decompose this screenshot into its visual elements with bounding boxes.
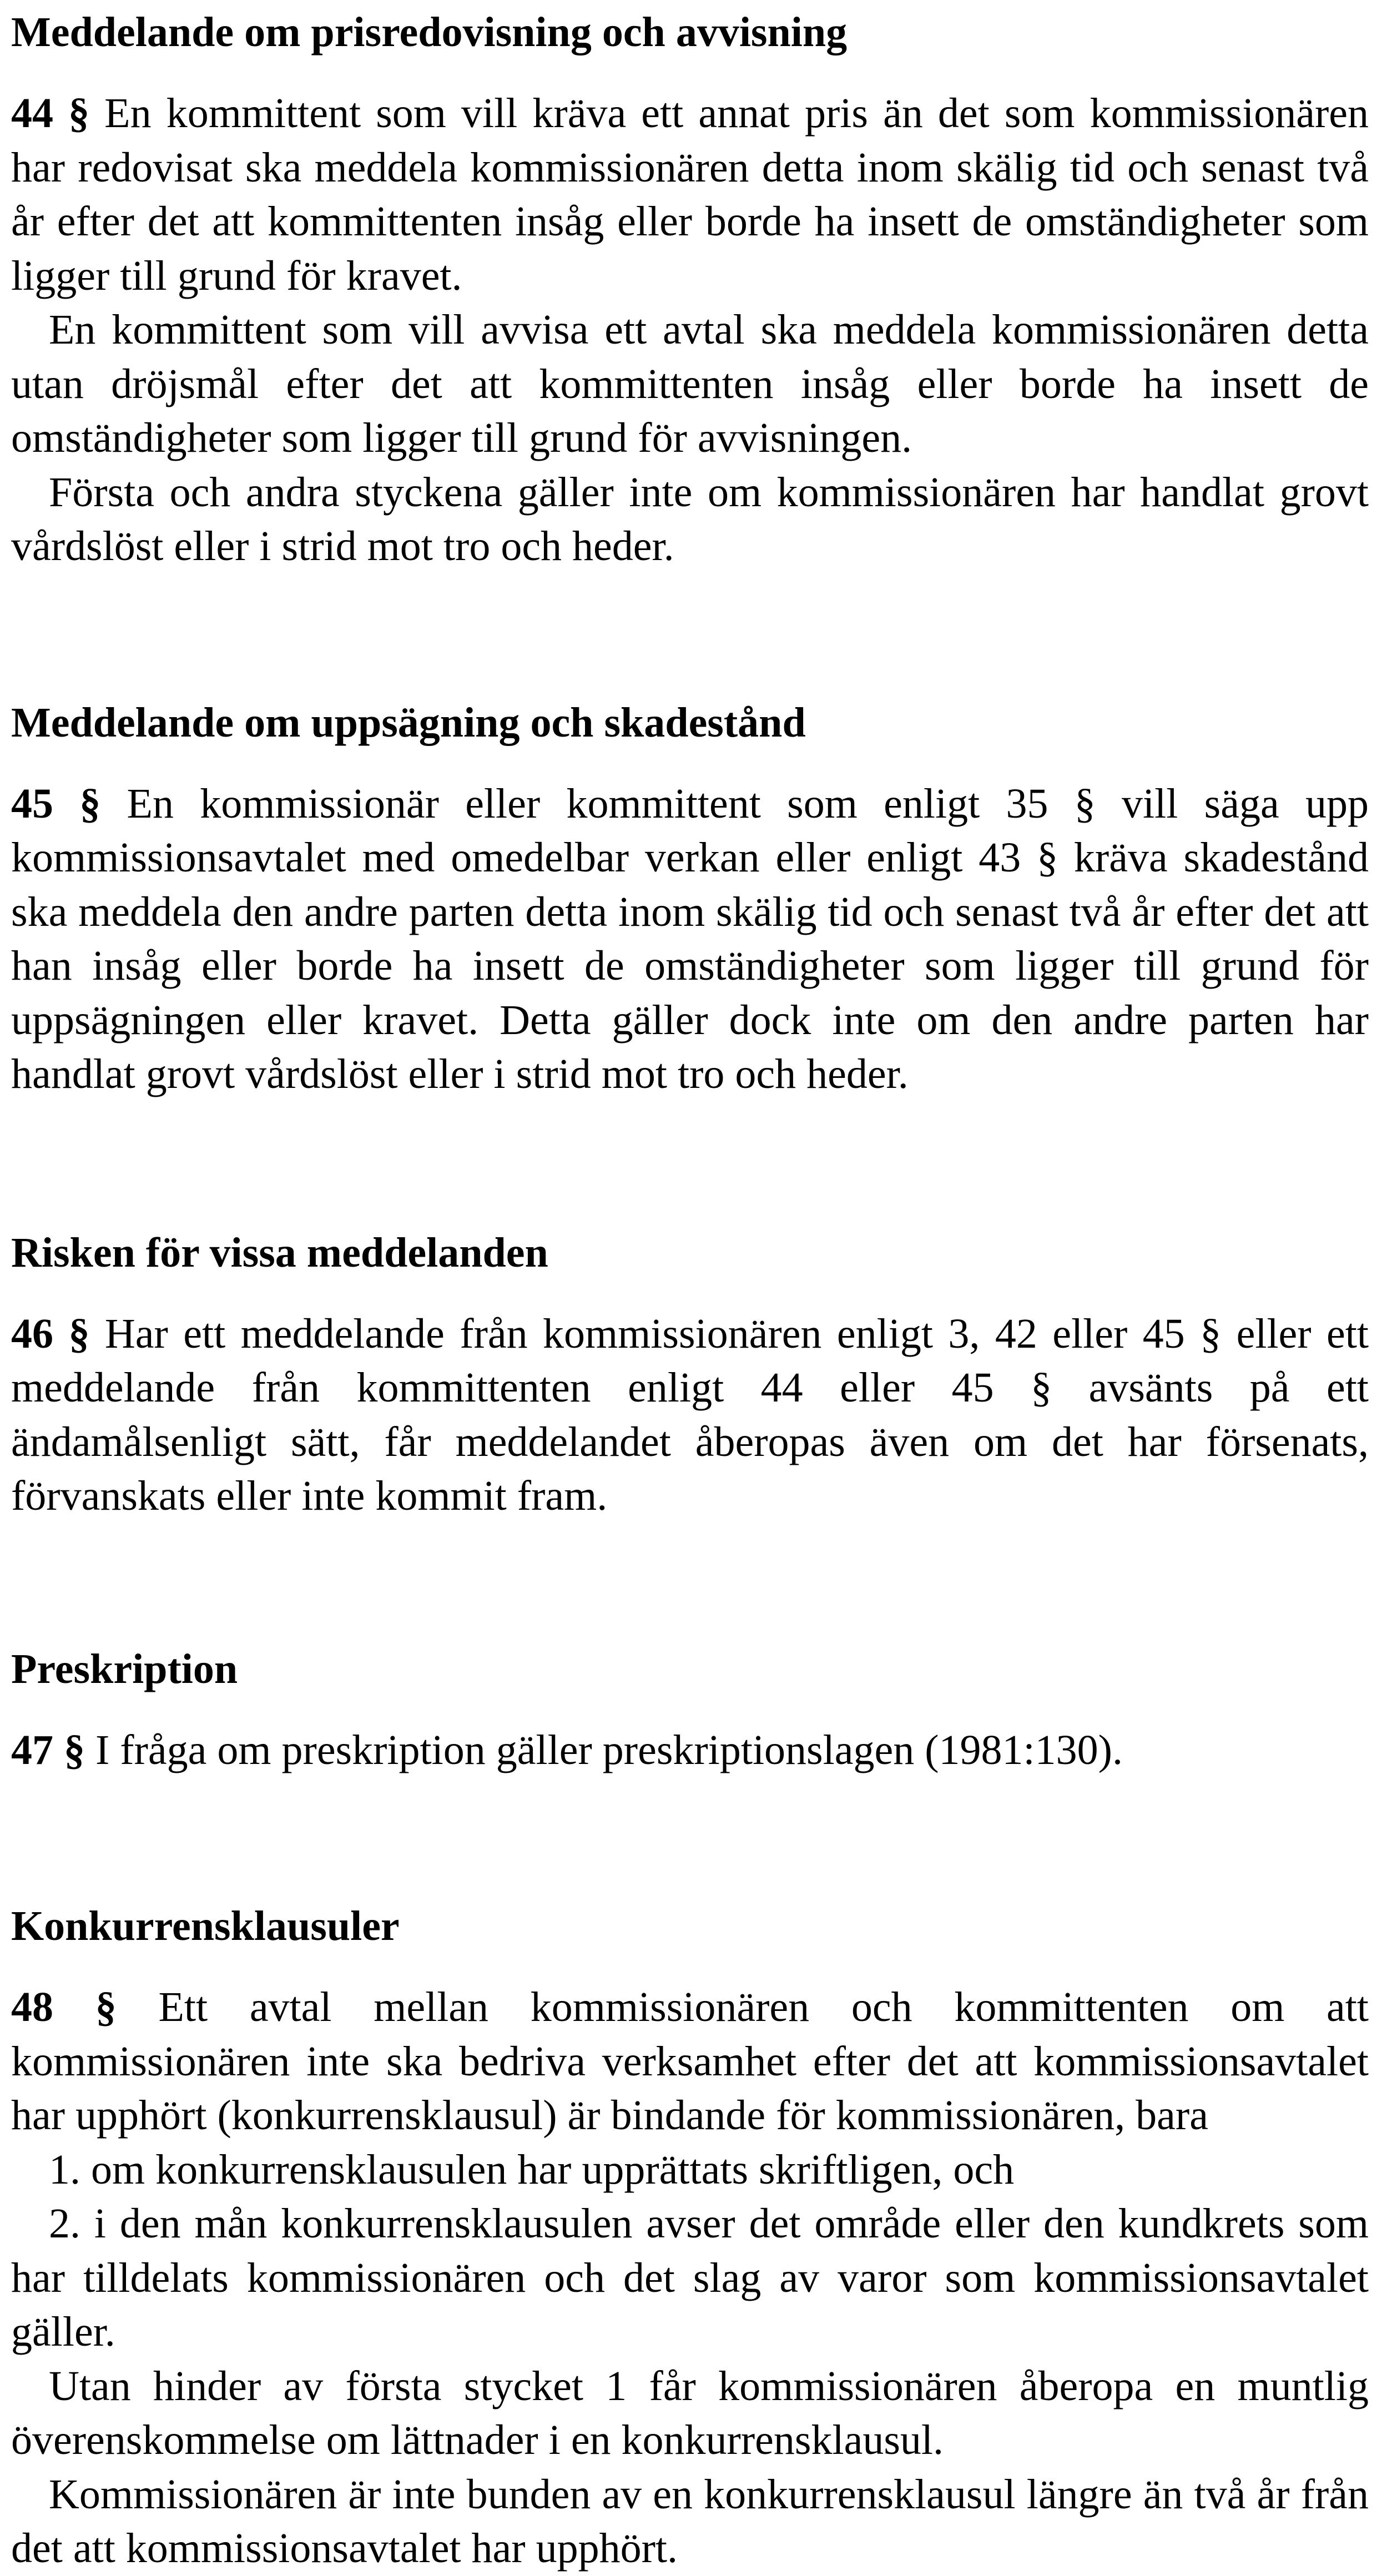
section-number: 47 § bbox=[11, 1726, 85, 1773]
section-heading: Konkurrensklausuler bbox=[11, 1903, 400, 1949]
paragraph-text: En kommittent som vill kräva ett annat pris än det som kommissionären har redovisat ska meddela kommissionären detta inom skälig tid och senast två år efter det att kommittenten insåg eller borde ha insett de omständigheter som ligger till grund för kravet. bbox=[11, 90, 1369, 299]
section-45 bbox=[11, 695, 1369, 1102]
section-heading: Meddelande om uppsägning och skadestånd bbox=[11, 699, 806, 746]
list-item: 1. om konkurrensklausulen har upprättats skriftligen, och bbox=[49, 2146, 1015, 2193]
section-heading: Preskription bbox=[11, 1645, 238, 1692]
section-number: 45 § bbox=[11, 780, 101, 827]
section-number: 46 § bbox=[11, 1310, 90, 1357]
paragraph bbox=[11, 1307, 1369, 1524]
document-page bbox=[11, 4, 1369, 2576]
section-44 bbox=[11, 4, 1369, 574]
section-number: 48 § bbox=[11, 1984, 117, 2030]
paragraph bbox=[11, 1723, 1369, 1778]
paragraph-text: En kommissionär eller kommittent som enligt 35 § vill säga upp kommissionsavtalet med omedelbar verkan eller enligt 43 § kräva skadestånd ska meddela den andre parten detta inom skälig tid och senast två år efter det att han insåg eller borde ha insett de omständigheter som ligger till grund för uppsägningen eller kravet. Detta gäller dock inte om den andre parten har handlat grovt vårdslöst eller i strid mot tro och heder. bbox=[11, 780, 1369, 1097]
paragraph: Första och andra styckena gäller inte om kommissionären har handlat grovt vårdslöst eller i strid mot tro och heder. bbox=[11, 468, 1369, 569]
section-heading: Risken för vissa meddelanden bbox=[11, 1229, 548, 1276]
section-48 bbox=[11, 1898, 1369, 2576]
paragraph bbox=[11, 87, 1369, 303]
section-number: 44 § bbox=[11, 90, 90, 137]
paragraph-text: I fråga om preskription gäller preskriptionslagen (1981:130). bbox=[85, 1726, 1123, 1773]
section-heading: Meddelande om prisredovisning och avvisning bbox=[11, 9, 848, 56]
paragraph: En kommittent som vill avvisa ett avtal ska meddela kommissionären detta utan dröjsmål efter det att kommittenten insåg eller borde ha insett de omständigheter som ligger till grund för avvisningen. bbox=[11, 306, 1369, 461]
section-47 bbox=[11, 1641, 1369, 1778]
list-item: 2. i den mån konkurrensklausulen avser det område eller den kundkrets som har tilldelats kommissionären och det slag av varor som kommissionsavtalet gäller. bbox=[11, 2200, 1369, 2355]
section-46 bbox=[11, 1225, 1369, 1524]
paragraph: Utan hinder av första stycket 1 får kommissionären åberopa en muntlig överenskommelse om lättnader i en konkurrensklausul. bbox=[11, 2362, 1369, 2463]
paragraph bbox=[11, 777, 1369, 1102]
paragraph-text: Ett avtal mellan kommissionären och kommittenten om att kommissionären inte ska bedriva verksamhet efter det att kommissionsavtalet har upphört (konkurrensklausul) är bindande för kommissionären, bara bbox=[11, 1984, 1369, 2139]
paragraph-text: Har ett meddelande från kommissionären enligt 3, 42 eller 45 § eller ett meddelande från kommittenten enligt 44 eller 45 § avsänts på ett ändamålsenligt sätt, får meddelandet åberopas även om det har försenats, förvanskats eller inte kommit fram. bbox=[11, 1310, 1369, 1519]
paragraph bbox=[11, 1980, 1369, 2143]
paragraph: Kommissionären är inte bunden av en konkurrensklausul längre än två år från det att kommissionsavtalet har upphört. bbox=[11, 2471, 1369, 2572]
